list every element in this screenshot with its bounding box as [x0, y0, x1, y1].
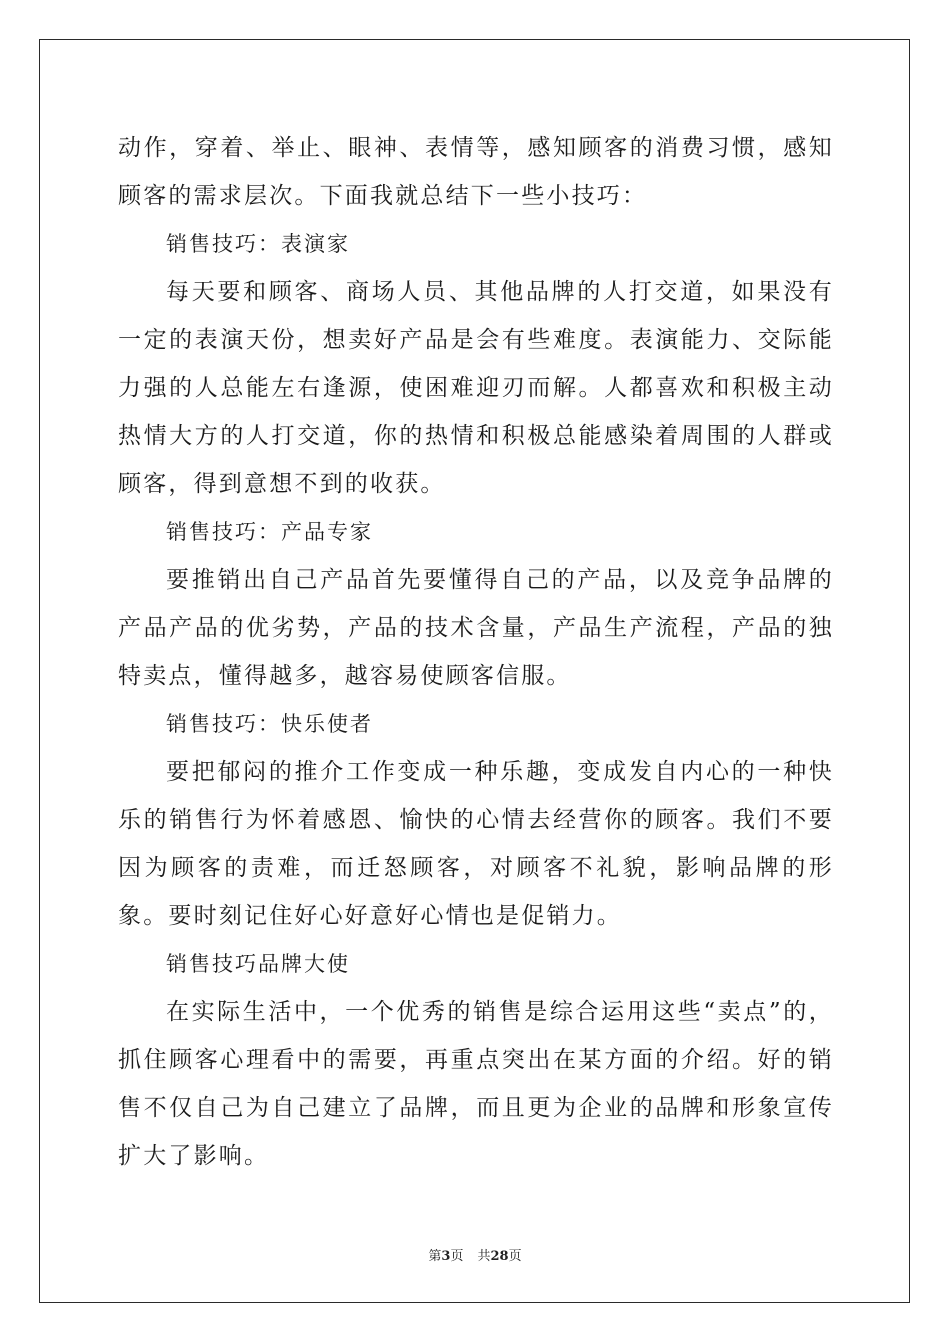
page-number-label: 第3页: [428, 1249, 464, 1264]
document-body: [118, 124, 834, 1180]
section-heading-happy-messenger: 销售技巧：快乐使者: [166, 712, 373, 736]
section-heading-brand-ambassador: 销售技巧品牌大使: [166, 952, 350, 976]
total-pages-label: 共28页: [477, 1249, 522, 1264]
paragraph-5: 在实际生活中，一个优秀的销售是综合运用这些“卖点”的，抓住顾客心理看中的需要，再重点突出在某方面的介绍。好的销售不仅自己为自己建立了品牌，而且更为企业的品牌和形象宣传扩大了影响。: [118, 999, 834, 1169]
paragraph-2: 每天要和顾客、商场人员、其他品牌的人打交道，如果没有一定的表演天份，想卖好产品是会有些难度。表演能力、交际能力强的人总能左右逢源，使困难迎刃而解。人都喜欢和积极主动热情大方的人打交道，你的热情和积极总能感染着周围的人群或顾客，得到意想不到的收获。: [118, 279, 834, 497]
page-footer: [0, 1248, 950, 1266]
paragraph-4: 要把郁闷的推介工作变成一种乐趣，变成发自内心的一种快乐的销售行为怀着感恩、愉快的心情去经营你的顾客。我们不要因为顾客的责难，而迁怒顾客，对顾客不礼貌，影响品牌的形象。要时刻记住好心好意好心情也是促销力。: [118, 759, 834, 929]
section-heading-performer: 销售技巧：表演家: [166, 232, 350, 256]
section-heading-product-expert: 销售技巧：产品专家: [166, 520, 373, 544]
paragraph-3: 要推销出自己产品首先要懂得自己的产品，以及竞争品牌的产品产品的优劣势，产品的技术含量，产品生产流程，产品的独特卖点，懂得越多，越容易使顾客信服。: [118, 567, 834, 689]
paragraph-1: 动作，穿着、举止、眼神、表情等，感知顾客的消费习惯，感知顾客的需求层次。下面我就总结下一些小技巧：: [118, 135, 834, 209]
